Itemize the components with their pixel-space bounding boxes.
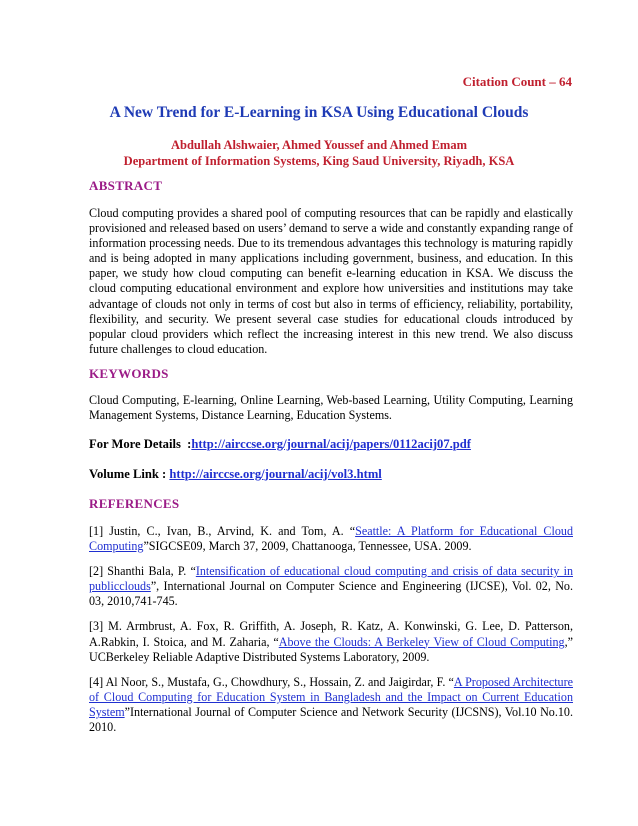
reference-text: [3] M. Armbrust, A. Fox, R. Griffith, A. Joseph, R. Katz, A. Konwinski, G. Lee, D. Patterson, A.Rabkin, I. Stoica, and M. Zaharia, “	[89, 619, 573, 649]
citation-count: Citation Count – 64	[462, 74, 572, 89]
abstract-heading: ABSTRACT	[89, 178, 163, 193]
volume-link[interactable]: http://airccse.org/journal/acij/vol3.html	[169, 467, 382, 481]
reference-link[interactable]: Intensification of educational cloud computing and crisis of data security in publicclouds	[89, 564, 573, 594]
reference-item	[89, 619, 573, 664]
reference-text: ”, International Journal on Computer Science and Engineering (IJCSE), Vol. 02, No. 03, 2010,741-745.	[89, 579, 573, 609]
reference-text: [4] Al Noor, S., Mustafa, G., Chowdhury, S., Hossain, Z. and Jaigirdar, F. “	[89, 674, 454, 689]
authors: Abdullah Alshwaier, Ahmed Youssef and Ahmed Emam	[170, 138, 468, 152]
reference-text: ”International Journal of Computer Science and Network Security (IJCSNS), Vol.10 No.10. 2010.	[89, 704, 573, 735]
reference-text: ”SIGCSE09, March 37, 2009, Chattanooga, Tennessee, USA. 2009.	[143, 539, 472, 554]
reference-text: [2] Shanthi Bala, P. “	[89, 564, 196, 579]
volume-link-label: Volume Link :	[89, 467, 170, 481]
reference-link[interactable]: Above the Clouds: A Berkeley View of Cloud Computing	[278, 634, 565, 649]
reference-link[interactable]: Seattle: A Platform for Educational Cloud Computing	[89, 524, 573, 554]
references-section	[89, 496, 573, 735]
volume-link-line	[89, 467, 573, 482]
reference-item	[89, 524, 573, 554]
keywords-section	[89, 366, 573, 423]
affiliation: Department of Information Systems, King Saud University, Riyadh, KSA	[123, 154, 515, 168]
abstract-text: Cloud computing provides a shared pool of computing resources that can be rapidly and elastically provisioned and released based on users’ demand to serve a wide and constantly expanding range of information processing needs. Due to its tremendous advantages this technology is maturing rapidly and is being adopted in many applications including government, business, and education. In this paper, we study how cloud computing can benefit e-learning education in KSA. We discuss the cloud computing educational environment and explore how universities and institutions may take advantage of clouds not only in terms of cost but also in terms of efficiency, reliability, portability, flexibility, and security. We present several case studies for educational clouds introduced by popular cloud providers which reflect the increasing interest in this new trend. We also discuss future challenges to cloud education.	[89, 206, 573, 356]
keywords-heading: KEYWORDS	[89, 366, 169, 381]
reference-item	[89, 675, 573, 735]
author-block	[0, 137, 638, 169]
references-heading: REFERENCES	[89, 496, 180, 511]
more-details-link[interactable]: http://airccse.org/journal/acij/papers/0112acij07.pdf	[191, 437, 471, 451]
reference-item	[89, 564, 573, 609]
more-details-line	[89, 437, 573, 452]
reference-text: ,” UCBerkeley Reliable Adaptive Distributed Systems Laboratory, 2009.	[89, 634, 573, 664]
abstract-section	[89, 178, 573, 357]
paper-title: A New Trend for E-Learning in KSA Using Educational Clouds	[109, 104, 529, 121]
keywords-text: Cloud Computing, E-learning, Online Learning, Web-based Learning, Utility Computing, Learning Management Systems, Distance Learning, Education Systems.	[89, 393, 573, 423]
reference-text: [1] Justin, C., Ivan, B., Arvind, K. and Tom, A. “	[89, 524, 356, 538]
more-details-label: For More Details :	[89, 437, 192, 451]
reference-link[interactable]: A Proposed Architecture of Cloud Computing for Education System in Bangladesh and the Impact on Current Education System	[89, 674, 573, 719]
